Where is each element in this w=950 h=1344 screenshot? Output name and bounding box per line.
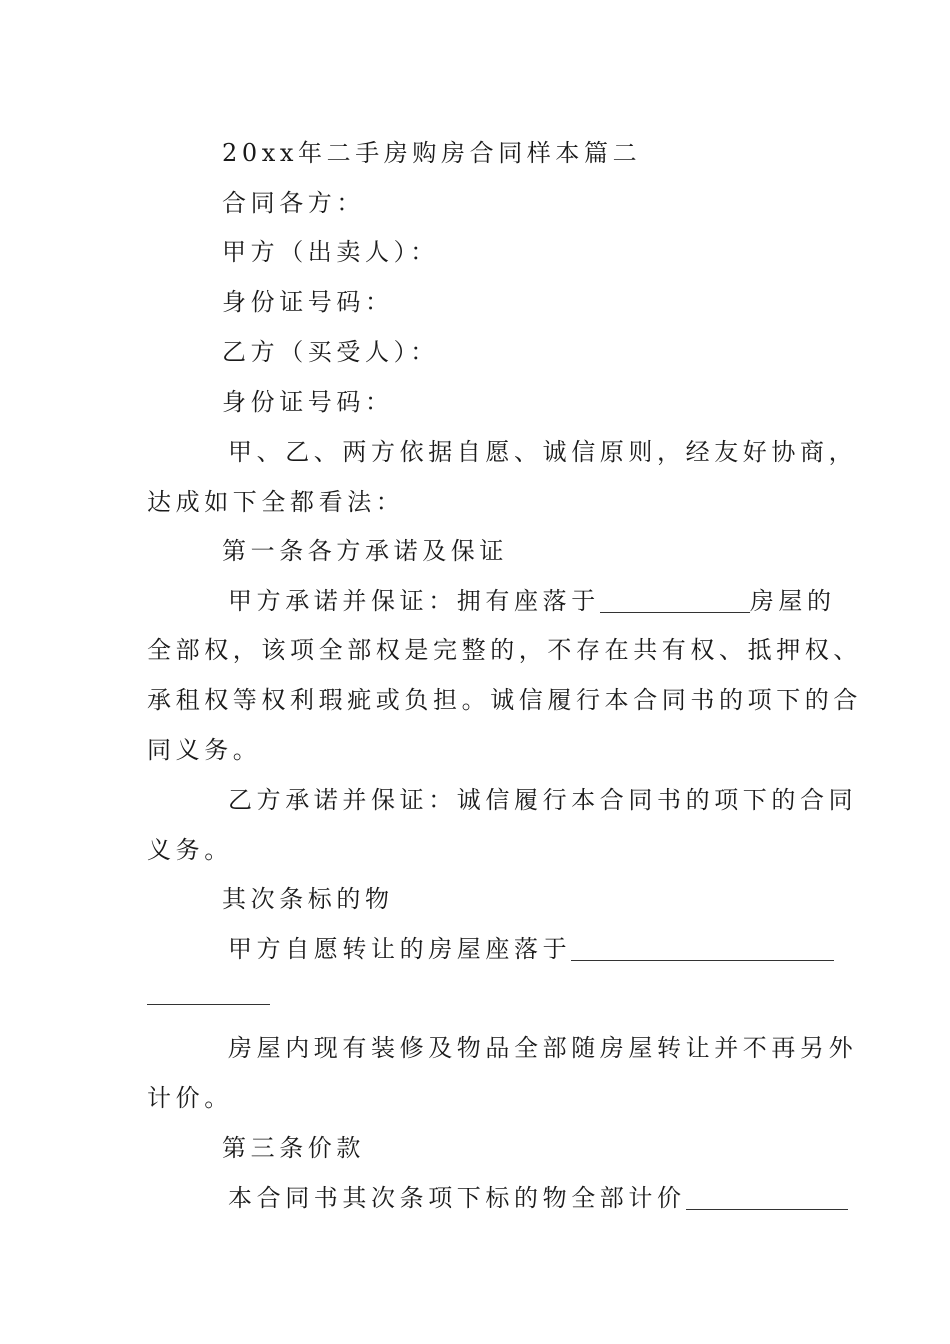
intro-line-2: 达成如下全都看法： — [147, 488, 405, 516]
article-2-para-2-line-1: 房屋内现有装修及物品全部随房屋转让并不再另外 — [228, 1034, 858, 1062]
party-a-label: 甲方（出卖人）： — [222, 238, 439, 266]
article-1-para-1-line-1 — [228, 585, 836, 617]
article-2-para-1-text: 甲方自愿转让的房屋座落于 — [228, 935, 572, 963]
party-b-id-label: 身份证号码： — [222, 388, 394, 416]
article-1-para-2-line-2: 义务。 — [147, 836, 233, 864]
intro-line-1: 甲、乙、两方依据自愿、诚信原则，经友好协商， — [228, 438, 858, 466]
article-1-para-1-text-after: 房屋的 — [749, 587, 836, 615]
party-b-label: 乙方（买受人）： — [222, 338, 439, 366]
article-2-title: 其次条标的物 — [222, 885, 394, 913]
article-1-para-1-line-4: 同义务。 — [147, 736, 262, 764]
article-1-para-2-line-1: 乙方承诺并保证：诚信履行本合同书的项下的合同 — [228, 786, 858, 814]
article-1-title: 第一条各方承诺及保证 — [222, 537, 508, 565]
article-3-para-1-line-1 — [228, 1182, 848, 1214]
article-2-para-1-line-1 — [228, 933, 834, 965]
party-a-id-label: 身份证号码： — [222, 288, 394, 316]
price-blank-field — [686, 1185, 848, 1210]
article-1-para-1-line-3: 承租权等权利瑕疵或负担。诚信履行本合同书的项下的合 — [147, 686, 862, 714]
article-3-para-1-text: 本合同书其次条项下标的物全部计价 — [228, 1184, 686, 1212]
article-1-para-1-text: 甲方承诺并保证：拥有座落于 — [228, 587, 600, 615]
property-location-blank-field — [571, 936, 834, 961]
article-2-para-2-line-2: 计价。 — [147, 1084, 233, 1112]
property-location-blank-continuation — [147, 1004, 270, 1005]
article-1-para-1-line-2: 全部权，该项全部权是完整的，不存在共有权、抵押权、 — [147, 636, 862, 664]
document-title: 20xx年二手房购房合同样本篇二 — [222, 139, 642, 167]
article-3-title: 第三条价款 — [222, 1134, 365, 1162]
location-blank-field — [600, 588, 750, 613]
parties-heading: 合同各方： — [222, 189, 365, 217]
